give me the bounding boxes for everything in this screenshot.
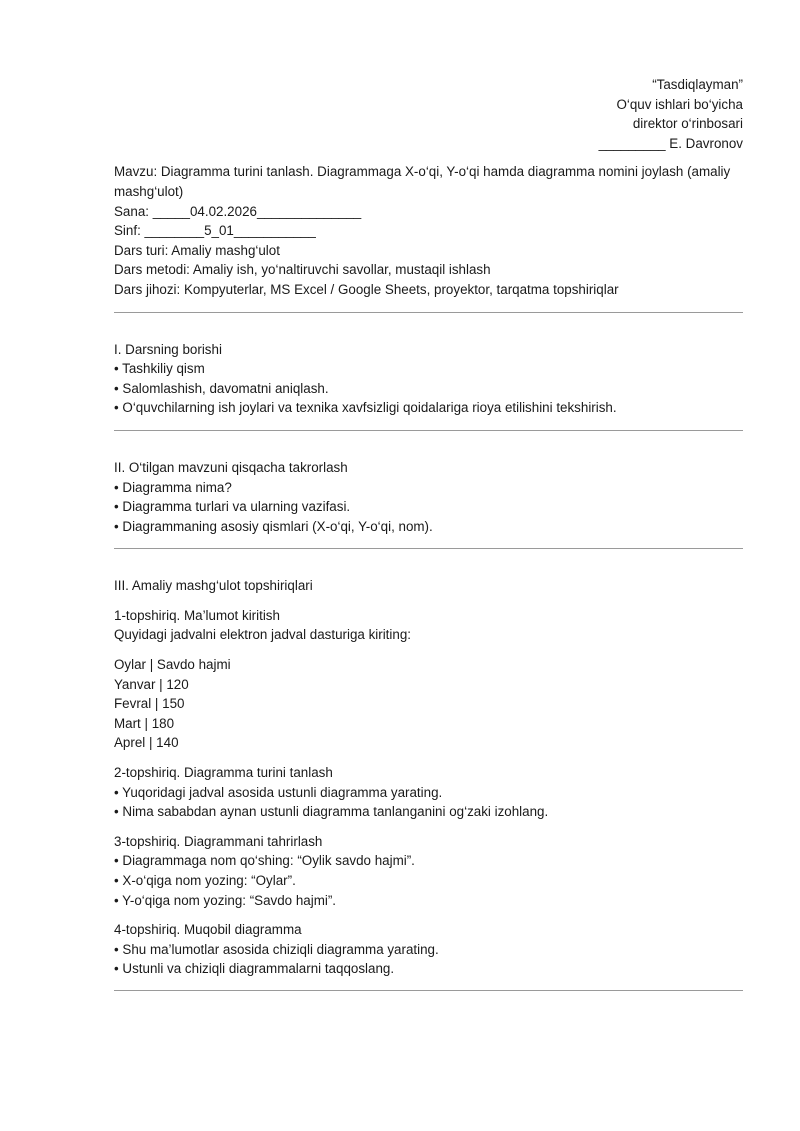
- task-4-title: 4-topshiriq. Muqobil diagramma: [114, 922, 302, 938]
- list-item: • Y-o‘qiga nom yozing: “Savdo hajmi”.: [114, 892, 337, 908]
- data-table: [114, 655, 743, 753]
- method-line: Dars metodi: Amaliy ish, yo‘naltiruvchi savollar, mustaqil ishlash: [114, 262, 491, 278]
- approval-line-1: O‘quv ishlari bo‘yicha: [616, 96, 743, 112]
- task-2-title: 2-topshiriq. Diagramma turini tanlash: [114, 765, 333, 781]
- table-row: Aprel | 140: [114, 735, 179, 751]
- list-item: • Nima sababdan aynan ustunli diagramma tanlanganini og‘zaki izohlang.: [114, 804, 549, 820]
- section-2: [114, 458, 743, 536]
- list-item: • Ustunli va chiziqli diagrammalarni taqqoslang.: [114, 961, 395, 977]
- lesson-plan-page: [114, 75, 743, 991]
- section-2-title: II. O‘tilgan mavzuni qisqacha takrorlash: [114, 459, 348, 475]
- task-1-text: Quyidagi jadvalni elektron jadval dasturiga kiriting:: [114, 627, 411, 643]
- approval-title: “Tasdiqlayman”: [652, 77, 743, 92]
- task-3-title: 3-topshiriq. Diagrammani tahrirlash: [114, 833, 323, 849]
- task-2: [114, 763, 743, 822]
- approval-line-2: direktor o‘rinbosari: [632, 116, 743, 132]
- list-item: • Salomlashish, davomatni aniqlash.: [114, 380, 329, 396]
- section-3-title: III. Amaliy mashg‘ulot topshiriqlari: [114, 578, 313, 594]
- topic-line: Mavzu: Diagramma turini tanlash. Diagrammaga X-o‘qi, Y-o‘qi hamda diagramma nomini joylash (amaliy mashg‘ulot): [114, 164, 731, 199]
- table-row: Yanvar | 120: [114, 676, 189, 692]
- task-1-title: 1-topshiriq. Ma’lumot kiritish: [114, 607, 280, 623]
- list-item: • Yuqoridagi jadval asosida ustunli diagramma yarating.: [114, 784, 443, 800]
- list-item: • O‘quvchilarning ish joylari va texnika xavfsizligi qoidalariga rioya etilishini tekshirish.: [114, 400, 617, 416]
- table-row: Fevral | 150: [114, 696, 185, 712]
- section-1-title: I. Darsning borishi: [114, 341, 222, 357]
- table-row: Mart | 180: [114, 715, 175, 731]
- class-line: Sinf: ________5_01___________: [114, 223, 316, 239]
- table-row: Oylar | Savdo hajmi: [114, 657, 231, 673]
- list-item: • Diagramma turlari va ularning vazifasi.: [114, 499, 351, 515]
- lesson-type-line: Dars turi: Amaliy mashg‘ulot: [114, 242, 280, 258]
- section-3: [114, 576, 743, 979]
- task-3: [114, 832, 743, 910]
- list-item: • Shu ma’lumotlar asosida chiziqli diagramma yarating.: [114, 941, 439, 957]
- list-item: • Tashkiliy qism: [114, 361, 205, 377]
- task-1: [114, 606, 743, 645]
- task-4: [114, 920, 743, 979]
- list-item: • Diagramma nima?: [114, 479, 232, 495]
- divider-4: [114, 990, 743, 991]
- lesson-header: [114, 162, 743, 299]
- list-item: • X-o‘qiga nom yozing: “Oylar”.: [114, 873, 296, 888]
- approval-block: [114, 75, 743, 153]
- section-1: [114, 340, 743, 418]
- date-line: Sana: _____04.02.2026______________: [114, 203, 362, 219]
- list-item: • Diagrammaga nom qo‘shing: “Oylik savdo hajmi”.: [114, 853, 415, 869]
- approval-signature: _________ E. Davronov: [598, 135, 743, 151]
- equipment-line: Dars jihozi: Kompyuterlar, MS Excel / Google Sheets, proyektor, tarqatma topshiriqlar: [114, 281, 619, 297]
- list-item: • Diagrammaning asosiy qismlari (X-o‘qi, Y-o‘qi, nom).: [114, 518, 433, 534]
